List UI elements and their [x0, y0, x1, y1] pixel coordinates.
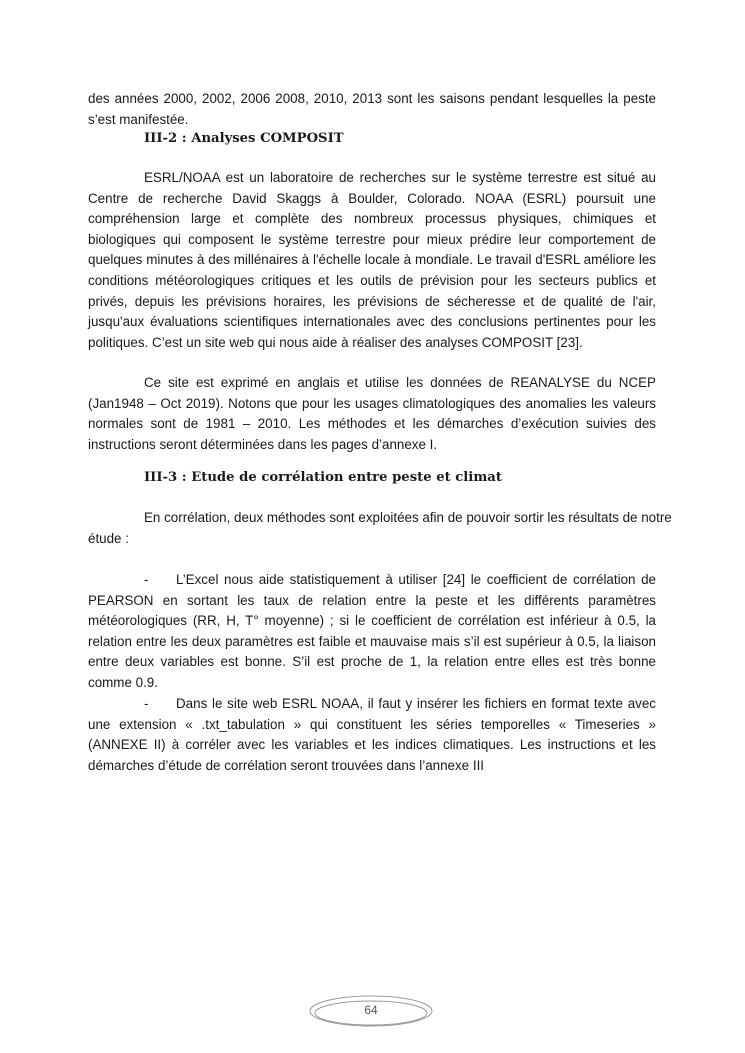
intro-paragraph: des années 2000, 2002, 2006 2008, 2010, 2013 sont les saisons pendant lesquelles la peste s’est manifestée. [88, 91, 656, 127]
site-paragraph: Ce site est exprimé en anglais et utilise les données de REANALYSE du NCEP (Jan1948 – Oct 2019). Notons que pour les usages climatologiques des anomalies les valeurs normales sont de 1981 – 2010. Les méthodes et les démarches d’exécution suivies des instructions seront déterminées dans les pages d’annexe I. [88, 375, 656, 452]
page-number-badge [308, 993, 434, 1029]
page-number: 64 [364, 1003, 378, 1017]
list-item-text: Dans le site web ESRL NOAA, il faut y insérer les fichiers en format texte avec une extension « .txt_tabulation » qui constituent les séries temporelles « Timeseries » (ANNEXE II) à corréler avec les variables et les indices climatiques. Les instructions et les démarches d’étude de corrélation seront trouvées dans l’annexe III [88, 696, 656, 773]
correlation-intro-paragraph: En corrélation, deux méthodes sont exploitées afin de pouvoir sortir les résultats de notre étude : [88, 510, 672, 546]
bullet-dash: - [144, 572, 149, 587]
list-item [88, 570, 656, 694]
list-item [88, 694, 656, 776]
esrl-paragraph: ESRL/NOAA est un laboratoire de recherches sur le système terrestre est situé au Centre de recherche David Skaggs à Boulder, Colorado. NOAA (ESRL) poursuit une compréhension large et complète des nombreux processus physiques, chimiques et biologiques qui composent le système terrestre pour mieux prédire leur comportement de quelques minutes à des millénaires à l'échelle locale à mondiale. Le travail d'ESRL améliore les conditions météorologiques critiques et les outils de prévision pour les secteurs publics et privés, depuis les prévisions horaires, les prévisions de sécheresse et de qualité de l'air, jusqu'aux évaluations scientifiques internationales avec des conclusions pertinentes pour les politiques. C’est un site web qui nous aide à réaliser des analyses COMPOSIT [23]. [88, 170, 656, 350]
section-heading-composit: III-2 : Analyses COMPOSIT [144, 131, 344, 146]
bullet-dash: - [144, 696, 149, 711]
section-heading-correlation: III-3 : Etude de corrélation entre peste et climat [144, 470, 502, 485]
list-item-text: L’Excel nous aide statistiquement à utiliser [24] le coefficient de corrélation de PEARSON en sortant les taux de relation entre la peste et les différents paramètres météorologiques (RR, H, T° moyenne) ; si le coefficient de corrélation est inférieur à 0.5, la relation entre les deux paramètres est faible et mauvaise mais s’il est supérieur à 0.5, la liaison entre deux variables est bonne. S’il est proche de 1, la relation entre elles est très bonne comme 0.9. [88, 572, 656, 690]
